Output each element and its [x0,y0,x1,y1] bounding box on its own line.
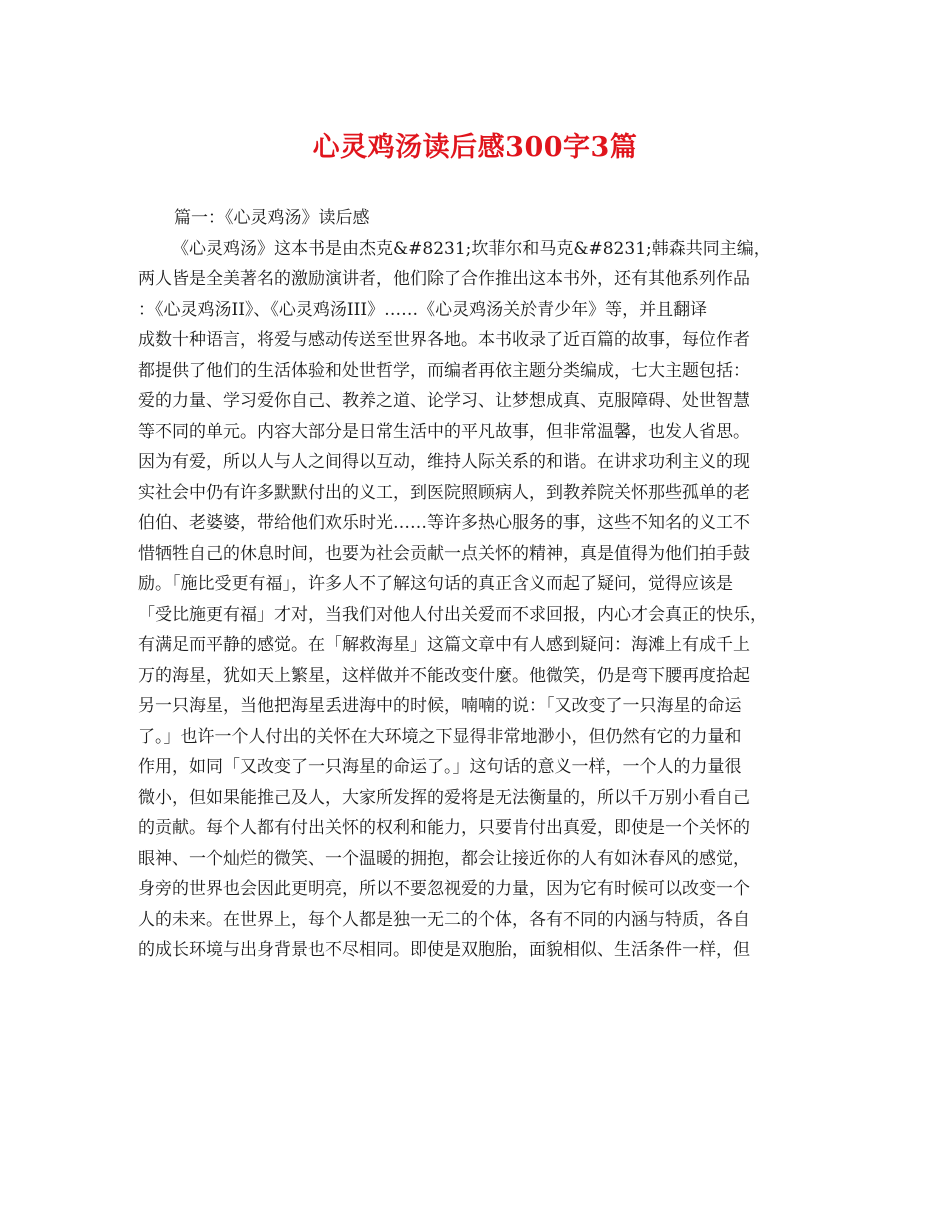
text-line: 爱的力量、学习爱你自己、教养之道、论学习、让梦想成真、克服障碍、处世智慧 [138,391,750,411]
text-line: 微小，但如果能推己及人，大家所发挥的爱将是无法衡量的，所以千万别小看自己 [138,787,750,808]
text-line: 万的海星，犹如天上繁星，这样做并不能改变什麼。他微笑，仍是弯下腰再度拾起 [138,665,750,686]
text-line: 伯伯、老婆婆，带给他们欢乐时光……等许多热心服务的事，这些不知名的义工不 [138,513,750,533]
text-line: 两人皆是全美著名的激励演讲者，他们除了合作推出这本书外，还有其他系列作品 [138,269,750,289]
section-heading: 篇一：《心灵鸡汤》读后感 [174,208,370,228]
text-line: 另一只海星，当他把海星丢进海中的时候，喃喃的说：「又改变了一只海星的命运 [138,696,742,716]
text-line: 了。」也许一个人付出的关怀在大环境之下显得非常地渺小，但仍然有它的力量和 [138,726,742,747]
text-line: 等不同的单元。内容大部分是日常生活中的平凡故事，但非常温馨，也发人省思。 [138,421,750,442]
text-line: 都提供了他们的生活体验和处世哲学，而编者再依主题分类编成，七大主题包括： [138,360,750,381]
text-line: 成数十种语言，将爱与感动传送至世界各地。本书收录了近百篇的故事，每位作者 [138,330,750,350]
text-line: 实社会中仍有许多默默付出的义工，到医院照顾病人，到教养院关怀那些孤单的老 [138,482,750,503]
text-line: 《心灵鸡汤》这本书是由杰克&#8231;坎菲尔和马克&#8231;韩森共同主编， [172,238,771,259]
text-line: 眼神、一个灿烂的微笑、一个温暖的拥抱，都会让接近你的人有如沐春风的感觉， [138,848,750,869]
text-line: 有满足而平静的感觉。在「解救海星」这篇文章中有人感到疑问：海滩上有成千上 [138,635,750,655]
text-line: 作用，如同「又改变了一只海星的命运了。」这句话的意义一样，一个人的力量很 [138,757,742,777]
text-line: 励。「施比受更有福」，许多人不了解这句话的真正含义而起了疑问，觉得应该是 [138,574,733,594]
text-line: 惜牺牲自己的休息时间，也要为社会贡献一点关怀的精神，真是值得为他们拍手鼓 [138,543,750,564]
document-title: 心灵鸡汤读后感300字3篇 [312,132,638,163]
text-line: 的成长环境与出身背景也不尽相同。即使是双胞胎，面貌相似、生活条件一样，但 [138,940,750,960]
text-line: 的贡献。每个人都有付出关怀的权利和能力，只要肯付出真爱，即使是一个关怀的 [138,818,750,838]
text-line: 身旁的世界也会因此更明亮，所以不要忽视爱的力量，因为它有时候可以改变一个 [138,879,750,899]
text-line: 因为有爱，所以人与人之间得以互动，维持人际关系的和谐。在讲求功利主义的现 [138,452,750,472]
text-line: 人的未来。在世界上，每个人都是独一无二的个体，各有不同的内涵与特质，各自 [138,909,750,930]
text-line: ：《心灵鸡汤II》、《心灵鸡汤III》……《心灵鸡汤关於青少年》等，并且翻译 [138,299,708,320]
text-line: 「受比施更有福」才对，当我们对他人付出关爱而不求回报，内心才会真正的快乐， [138,604,767,625]
document-body [138,203,818,966]
